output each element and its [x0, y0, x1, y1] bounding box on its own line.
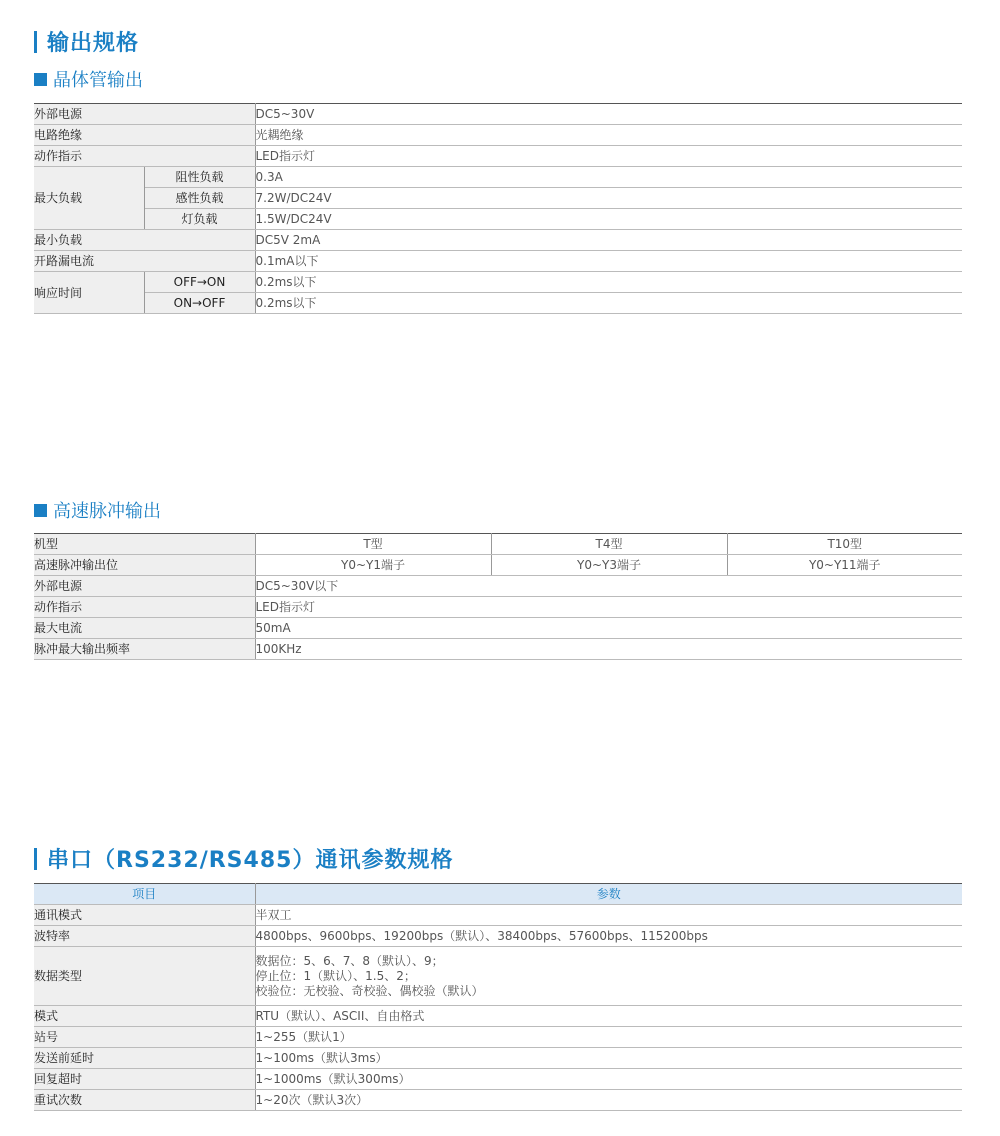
- row-label: 通讯模式: [34, 905, 255, 926]
- row-label: 动作指示: [34, 597, 255, 618]
- table-row: [34, 639, 962, 660]
- table-row: [34, 1069, 962, 1090]
- table-row: [34, 167, 962, 188]
- table-row: [34, 125, 962, 146]
- row-label: 外部电源: [34, 104, 255, 125]
- row-label: 最大负载: [34, 167, 144, 230]
- row-value: DC5V 2mA: [255, 230, 962, 251]
- pulse-output-table: [34, 533, 962, 660]
- row-label: 机型: [34, 534, 255, 555]
- table-row: [34, 230, 962, 251]
- datatype-line: 停止位：1（默认）、1.5、2；: [255, 968, 416, 983]
- table-row: [34, 251, 962, 272]
- table-row: [34, 188, 962, 209]
- section-title-text: 输出规格: [47, 31, 140, 56]
- sub-label: ON→OFF: [144, 293, 255, 314]
- bits-t4: Y0~Y3端子: [491, 555, 727, 576]
- row-value: RTU（默认）、ASCII、自由格式: [255, 1006, 962, 1027]
- sub-label: 感性负载: [144, 188, 255, 209]
- square-bullet-icon: [34, 73, 47, 86]
- row-value: 半双工: [255, 905, 962, 926]
- row-value: 0.2ms以下: [255, 293, 962, 314]
- row-value: DC5~30V: [255, 104, 962, 125]
- model-t: T型: [255, 534, 491, 555]
- square-bullet-icon: [34, 504, 47, 517]
- table-header-row: [34, 884, 962, 905]
- table-row: [34, 926, 962, 947]
- subtitle-transistor-output: [34, 66, 143, 92]
- table-row: [34, 555, 962, 576]
- title-bar-decoration: [34, 848, 37, 870]
- header-item: 项目: [34, 884, 255, 905]
- transistor-output-table: [34, 103, 962, 314]
- subtitle-text: 晶体管输出: [53, 70, 143, 91]
- row-label: 数据类型: [34, 947, 255, 1006]
- row-label: 重试次数: [34, 1090, 255, 1111]
- row-label: 模式: [34, 1006, 255, 1027]
- table-row: [34, 272, 962, 293]
- row-label: 电路绝缘: [34, 125, 255, 146]
- row-label: 站号: [34, 1027, 255, 1048]
- row-value: 50mA: [255, 618, 962, 639]
- row-label: 发送前延时: [34, 1048, 255, 1069]
- row-value: 1~1000ms（默认300ms）: [255, 1069, 962, 1090]
- table-row: [34, 534, 962, 555]
- bits-t: Y0~Y1端子: [255, 555, 491, 576]
- row-label: 最小负载: [34, 230, 255, 251]
- row-label: 动作指示: [34, 146, 255, 167]
- row-label: 外部电源: [34, 576, 255, 597]
- table-row: [34, 1006, 962, 1027]
- row-value: DC5~30V以下: [255, 576, 962, 597]
- datatype-line: 数据位：5、6、7、8（默认）、9；: [255, 953, 444, 968]
- table-row: [34, 1048, 962, 1069]
- row-value: 1~100ms（默认3ms）: [255, 1048, 962, 1069]
- row-label: 脉冲最大输出频率: [34, 639, 255, 660]
- header-param: 参数: [255, 884, 962, 905]
- datatype-line: 校验位：无校验、奇校验、偶校验（默认）: [255, 983, 484, 998]
- row-value: 100KHz: [255, 639, 962, 660]
- section-title-serial-spec: [34, 843, 453, 874]
- row-value: [255, 947, 962, 1006]
- table-row: [34, 209, 962, 230]
- row-label: 开路漏电流: [34, 251, 255, 272]
- row-value: LED指示灯: [255, 146, 962, 167]
- row-value: 1~20次（默认3次）: [255, 1090, 962, 1111]
- title-bar-decoration: [34, 31, 37, 53]
- row-label: 回复超时: [34, 1069, 255, 1090]
- model-t10: T10型: [727, 534, 962, 555]
- model-t4: T4型: [491, 534, 727, 555]
- row-value: 1.5W/DC24V: [255, 209, 962, 230]
- table-row: [34, 905, 962, 926]
- row-value: 0.3A: [255, 167, 962, 188]
- row-value: 4800bps、9600bps、19200bps（默认）、38400bps、57600bps、115200bps: [255, 926, 962, 947]
- bits-t10: Y0~Y11端子: [727, 555, 962, 576]
- section-title-text: 串口（RS232/RS485）通讯参数规格: [47, 848, 454, 873]
- table-row: [34, 1027, 962, 1048]
- sub-label: 灯负载: [144, 209, 255, 230]
- sub-label: 阻性负载: [144, 167, 255, 188]
- table-row: [34, 576, 962, 597]
- table-row: [34, 947, 962, 1006]
- table-row: [34, 1090, 962, 1111]
- row-label: 高速脉冲输出位: [34, 555, 255, 576]
- sub-label: OFF→ON: [144, 272, 255, 293]
- table-row: [34, 104, 962, 125]
- row-value: 7.2W/DC24V: [255, 188, 962, 209]
- serial-spec-table: [34, 883, 962, 1111]
- row-value: 光耦绝缘: [255, 125, 962, 146]
- table-row: [34, 597, 962, 618]
- subtitle-pulse-output: [34, 497, 161, 523]
- subtitle-text: 高速脉冲输出: [53, 501, 161, 522]
- row-label: 响应时间: [34, 272, 144, 314]
- section-title-output-spec: [34, 26, 139, 57]
- row-value: 0.1mA以下: [255, 251, 962, 272]
- row-value: 0.2ms以下: [255, 272, 962, 293]
- row-value: 1~255（默认1）: [255, 1027, 962, 1048]
- table-row: [34, 293, 962, 314]
- table-row: [34, 146, 962, 167]
- row-label: 波特率: [34, 926, 255, 947]
- row-value: LED指示灯: [255, 597, 962, 618]
- row-label: 最大电流: [34, 618, 255, 639]
- table-row: [34, 618, 962, 639]
